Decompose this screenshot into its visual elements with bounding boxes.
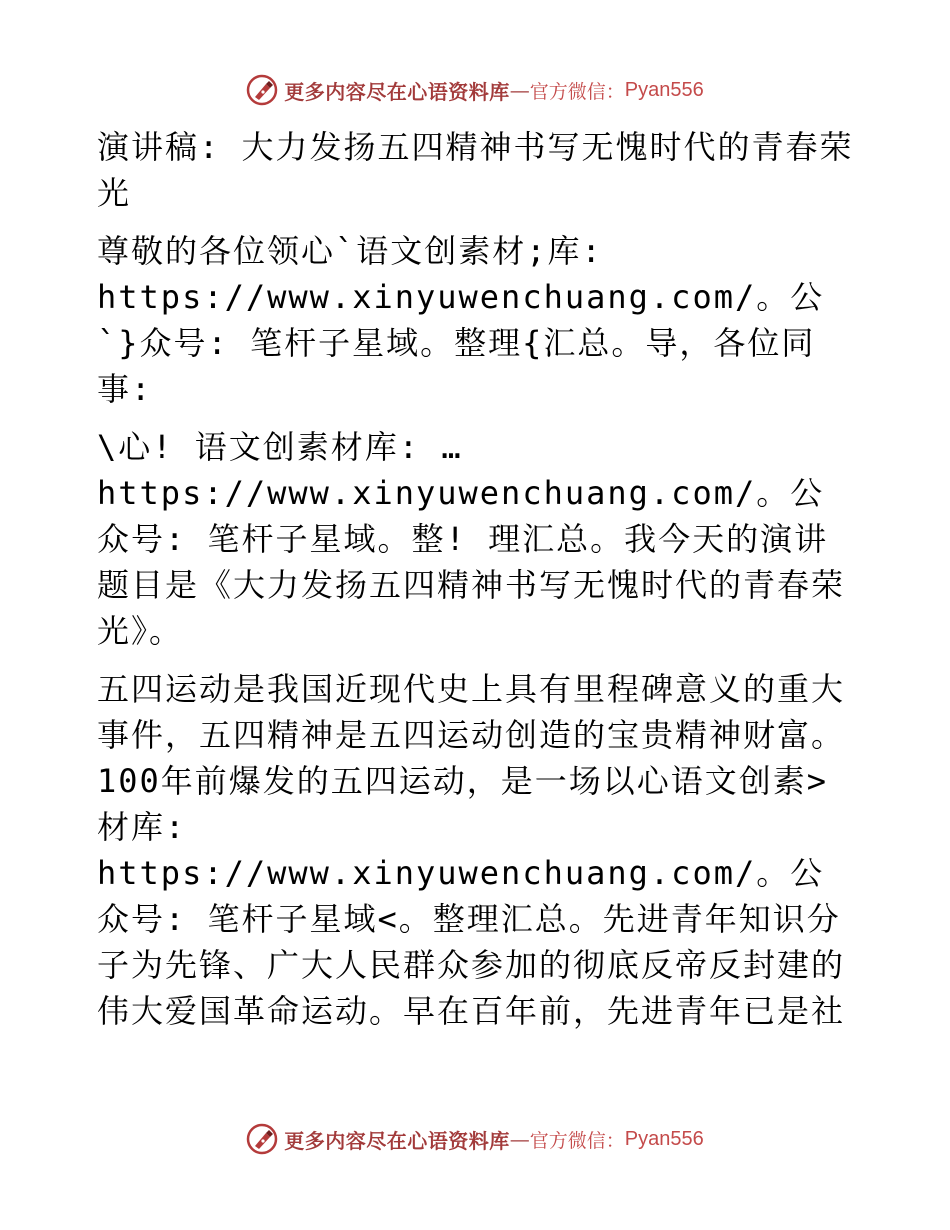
- banner-text: 更多内容尽在心语资料库: [284, 1128, 510, 1153]
- banner-wechat-id: Pyan556: [624, 78, 704, 101]
- paragraph-topic: \心! 语文创素材库: …https://www.xinyuwenchuang.com/。公众号: 笔杆子星域。整! 理汇总。我今天的演讲题目是《大力发扬五四精神书写无愧时代的青春荣光》。: [97, 428, 846, 650]
- document-title: 演讲稿: 大力发扬五四精神书写无愧时代的青春荣光: [97, 128, 854, 212]
- banner-separator: —: [509, 78, 530, 102]
- banner-label: 官方微信：: [529, 80, 625, 103]
- header-banner: [0, 70, 950, 110]
- banner-label: 官方微信：: [529, 1129, 625, 1152]
- footer-banner: [0, 1119, 950, 1159]
- pen-nib-logo-icon: [246, 74, 278, 106]
- paragraph-body: 五四运动是我国近现代史上具有里程碑意义的重大事件，五四精神是五四运动创造的宝贵精神财富。100年前爆发的五四运动，是一场以心语文创素>材库: https://www.xinyuwenchuang.com/。公众号: 笔杆子星域<。整理汇总。先进青年知识分子为先锋、广大人民群众参加的彻底反帝反封建的伟大爱国革命运动。早在百年前，先进青年已是社: [97, 670, 846, 1030]
- banner-text: 更多内容尽在心语资料库: [284, 79, 510, 104]
- pen-nib-logo-icon: [246, 1123, 278, 1155]
- banner-separator: —: [509, 1127, 530, 1151]
- banner-wechat-id: Pyan556: [624, 1127, 704, 1150]
- paragraph-greeting: 尊敬的各位领心`语文创素材;库: https://www.xinyuwenchuang.com/。公`}众号: 笔杆子星域。整理{汇总。导，各位同事:: [97, 232, 825, 408]
- document-body: [97, 124, 857, 1046]
